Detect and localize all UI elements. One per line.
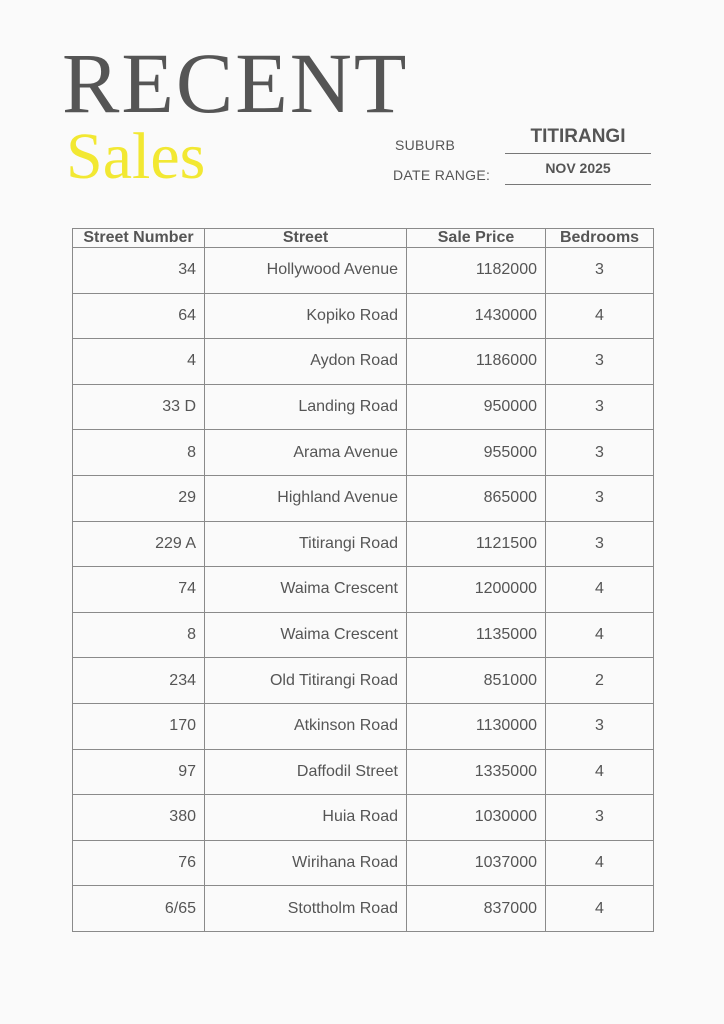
table-row <box>73 886 654 932</box>
street-cell: Wirihana Road <box>205 840 407 886</box>
bedrooms-cell: 3 <box>546 521 654 567</box>
street-number-cell: 64 <box>73 293 205 339</box>
street-number-cell: 97 <box>73 749 205 795</box>
street-number-cell: 6/65 <box>73 886 205 932</box>
street-cell: Huia Road <box>205 795 407 841</box>
suburb-underline <box>505 153 651 154</box>
date-range-underline <box>505 184 651 185</box>
table-row <box>73 840 654 886</box>
sales-table <box>72 228 654 932</box>
street-number-cell: 4 <box>73 339 205 385</box>
bedrooms-cell: 4 <box>546 293 654 339</box>
table-row <box>73 612 654 658</box>
bedrooms-cell: 4 <box>546 612 654 658</box>
street-number-cell: 229 A <box>73 521 205 567</box>
column-header-sale-price: Sale Price <box>407 229 546 248</box>
table-row <box>73 567 654 613</box>
sale-price-cell: 851000 <box>407 658 546 704</box>
column-header-bedrooms: Bedrooms <box>546 229 654 248</box>
table-row <box>73 475 654 521</box>
table-row <box>73 384 654 430</box>
street-cell: Arama Avenue <box>205 430 407 476</box>
table-row <box>73 339 654 385</box>
date-range-label: DATE RANGE: <box>393 167 491 183</box>
street-number-cell: 8 <box>73 430 205 476</box>
street-cell: Landing Road <box>205 384 407 430</box>
street-cell: Aydon Road <box>205 339 407 385</box>
column-header-street: Street <box>205 229 407 248</box>
table-row <box>73 521 654 567</box>
street-cell: Highland Avenue <box>205 475 407 521</box>
bedrooms-cell: 3 <box>546 475 654 521</box>
street-number-cell: 29 <box>73 475 205 521</box>
sale-price-cell: 955000 <box>407 430 546 476</box>
sale-price-cell: 1430000 <box>407 293 546 339</box>
street-number-cell: 170 <box>73 703 205 749</box>
date-range-value: NOV 2025 <box>545 160 611 176</box>
street-number-cell: 33 D <box>73 384 205 430</box>
street-number-cell: 8 <box>73 612 205 658</box>
sale-price-cell: 1121500 <box>407 521 546 567</box>
title-recent: RECENT <box>62 35 409 131</box>
table-row <box>73 430 654 476</box>
table-row <box>73 658 654 704</box>
sale-price-cell: 1135000 <box>407 612 546 658</box>
bedrooms-cell: 3 <box>546 703 654 749</box>
table-row <box>73 795 654 841</box>
table-row <box>73 749 654 795</box>
bedrooms-cell: 3 <box>546 248 654 294</box>
street-cell: Waima Crescent <box>205 567 407 613</box>
street-cell: Waima Crescent <box>205 612 407 658</box>
street-number-cell: 34 <box>73 248 205 294</box>
bedrooms-cell: 3 <box>546 339 654 385</box>
sale-price-cell: 1030000 <box>407 795 546 841</box>
table-row <box>73 293 654 339</box>
street-number-cell: 76 <box>73 840 205 886</box>
street-cell: Old Titirangi Road <box>205 658 407 704</box>
table-header-row <box>73 229 654 248</box>
table-row <box>73 248 654 294</box>
sale-price-cell: 1130000 <box>407 703 546 749</box>
street-number-cell: 74 <box>73 567 205 613</box>
bedrooms-cell: 3 <box>546 795 654 841</box>
sale-price-cell: 950000 <box>407 384 546 430</box>
bedrooms-cell: 3 <box>546 430 654 476</box>
sale-price-cell: 1037000 <box>407 840 546 886</box>
bedrooms-cell: 4 <box>546 840 654 886</box>
bedrooms-cell: 2 <box>546 658 654 704</box>
sale-price-cell: 1182000 <box>407 248 546 294</box>
suburb-label: SUBURB <box>395 137 456 153</box>
table-row <box>73 703 654 749</box>
street-cell: Hollywood Avenue <box>205 248 407 294</box>
column-header-street-number: Street Number <box>73 229 205 248</box>
sale-price-cell: 837000 <box>407 886 546 932</box>
bedrooms-cell: 4 <box>546 567 654 613</box>
title-sales: Sales <box>66 120 206 193</box>
bedrooms-cell: 4 <box>546 749 654 795</box>
street-cell: Titirangi Road <box>205 521 407 567</box>
suburb-value: TITIRANGI <box>530 126 626 147</box>
sale-price-cell: 865000 <box>407 475 546 521</box>
sale-price-cell: 1186000 <box>407 339 546 385</box>
street-number-cell: 234 <box>73 658 205 704</box>
bedrooms-cell: 4 <box>546 886 654 932</box>
street-number-cell: 380 <box>73 795 205 841</box>
sale-price-cell: 1200000 <box>407 567 546 613</box>
street-cell: Stottholm Road <box>205 886 407 932</box>
bedrooms-cell: 3 <box>546 384 654 430</box>
street-cell: Atkinson Road <box>205 703 407 749</box>
street-cell: Daffodil Street <box>205 749 407 795</box>
sale-price-cell: 1335000 <box>407 749 546 795</box>
street-cell: Kopiko Road <box>205 293 407 339</box>
